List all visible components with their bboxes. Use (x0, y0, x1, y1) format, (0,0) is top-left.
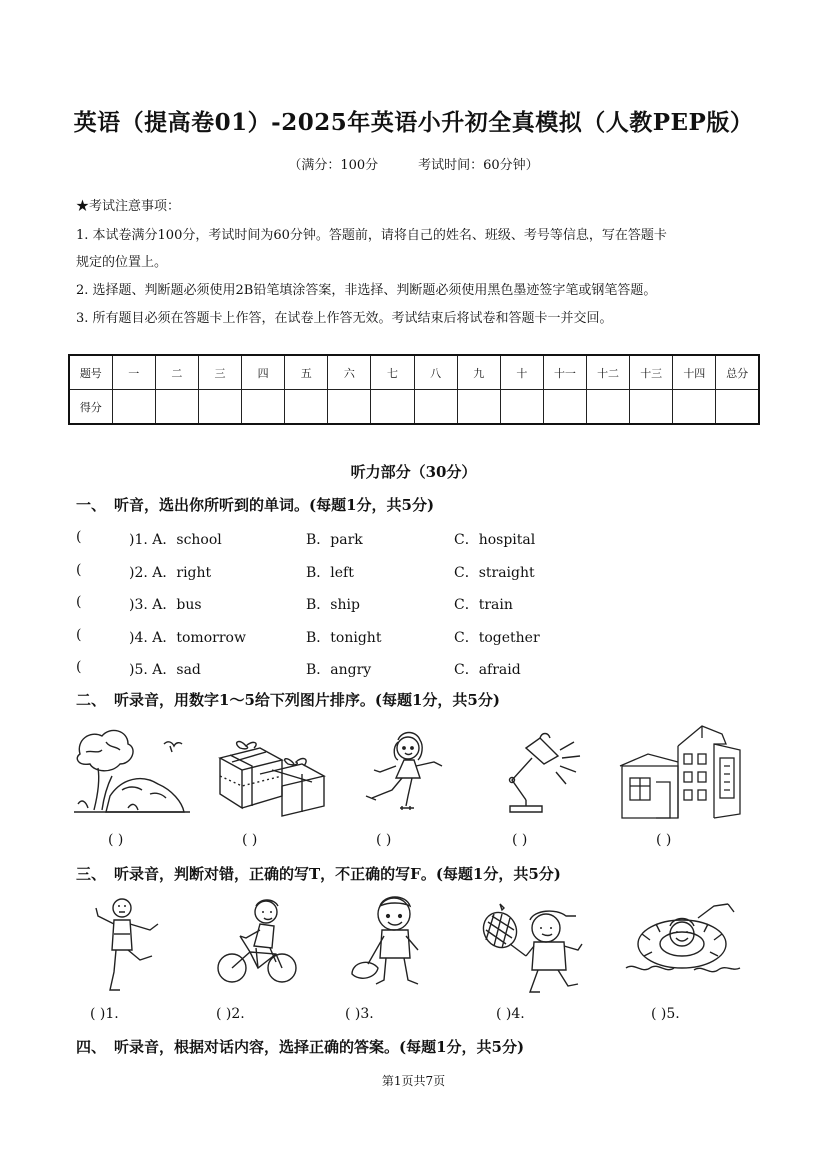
section-instructions: 听录音，判断对错，正确的写T，不正确的写F。(每题1分，共5分) (114, 865, 561, 883)
option-c: C．straight (454, 565, 535, 581)
picture-order-blank[interactable]: ( ) (242, 832, 258, 848)
page-number: 第1页共7页 (381, 1074, 446, 1088)
notice-line-3: 3. 所有题目必须在答题卡上作答，在试卷上作答无效。考试结束后将试卷和答题卡一并交回。 (76, 311, 613, 326)
table-row-label: 得分 (69, 390, 112, 425)
table-header-cell: 十二 (587, 355, 630, 390)
table-header-cell: 十一 (543, 355, 586, 390)
notice-heading: ★考试注意事项： (76, 199, 181, 214)
option-b: B．tonight (306, 630, 382, 646)
notice-line-2: 2. 选择题、判断题必须使用2B铅笔填涂答案，非选择、判断题必须使用黑色墨迹签字笔或钢笔答题。 (76, 283, 657, 298)
option-c: C．train (454, 597, 513, 613)
answer-paren: ( (76, 594, 82, 610)
score-cell (630, 390, 673, 425)
cycling-boy-picture (216, 896, 300, 988)
score-cell (716, 390, 759, 425)
section-number: 一、 (76, 496, 107, 514)
score-cell (328, 390, 371, 425)
section-4-heading (76, 1036, 524, 1057)
building-picture (618, 722, 746, 820)
table-header-cell: 题号 (69, 355, 112, 390)
exam-time: 考试时间：60分钟） (418, 158, 539, 173)
picture-order-blank[interactable]: ( ) (656, 832, 672, 848)
true-false-blank[interactable]: ( )3. (345, 1006, 374, 1022)
table-header-cell: 十 (500, 355, 543, 390)
table-header-cell: 九 (457, 355, 500, 390)
option-c: C．hospital (454, 532, 536, 548)
listening-title: 听力部分（30分） (350, 463, 477, 481)
sweeping-boy-picture (348, 892, 434, 990)
kungfu-boy-picture (92, 894, 164, 994)
desk-lamp-picture (496, 728, 586, 818)
picture-order-blank[interactable]: ( ) (512, 832, 528, 848)
section-instructions: 听录音，根据对话内容，选择正确的答案。(每题1分，共5分) (114, 1038, 525, 1056)
score-cell (198, 390, 241, 425)
section-instructions: 听录音，用数字1～5给下列图片排序。(每题1分，共5分) (114, 691, 500, 709)
option-b: B．park (306, 532, 363, 548)
exam-info (0, 154, 827, 173)
section-number: 二、 (76, 691, 107, 709)
score-cell (414, 390, 457, 425)
table-header-cell: 五 (285, 355, 328, 390)
option-c: C．afraid (454, 662, 521, 678)
table-header-cell: 七 (371, 355, 414, 390)
score-cell (457, 390, 500, 425)
answer-paren: ( (76, 562, 82, 578)
true-false-blank[interactable]: ( )5. (651, 1006, 680, 1022)
score-cell (112, 390, 155, 425)
option-a: )2. A．right (129, 565, 212, 581)
answer-paren: ( (76, 529, 82, 545)
option-a: )4. A．tomorrow (129, 630, 246, 646)
table-header-cell: 三 (198, 355, 241, 390)
answer-paren: ( (76, 627, 82, 643)
score-cell (285, 390, 328, 425)
score-cell (242, 390, 285, 425)
option-a: )1. A．school (129, 532, 222, 548)
badminton-girl-picture (470, 900, 588, 996)
section-number: 三、 (76, 865, 107, 883)
score-cell (543, 390, 586, 425)
table-header-cell: 四 (242, 355, 285, 390)
table-header-cell: 一 (112, 355, 155, 390)
table-header-cell: 总分 (716, 355, 759, 390)
swimming-boy-picture (624, 898, 742, 982)
notice-line-1b: 规定的位置上。 (76, 255, 168, 270)
section-instructions: 听音，选出你所听到的单词。(每题1分，共5分) (114, 496, 435, 514)
table-header-cell: 二 (155, 355, 198, 390)
score-cell (371, 390, 414, 425)
score-cell (155, 390, 198, 425)
score-cell (587, 390, 630, 425)
section-2-heading (76, 689, 500, 710)
option-a: )3. A．bus (129, 597, 202, 613)
skating-girl-picture (358, 726, 450, 818)
page-title: 英语（提高卷01）-2025年英语小升初全真模拟（人教PEP版） (73, 109, 754, 136)
gift-boxes-picture (216, 736, 328, 818)
section-3-heading (76, 863, 561, 884)
true-false-blank[interactable]: ( )4. (496, 1006, 525, 1022)
section-number: 四、 (76, 1038, 107, 1056)
picture-order-blank[interactable]: ( ) (108, 832, 124, 848)
score-cell (500, 390, 543, 425)
full-score: （满分：100分 (288, 158, 379, 173)
option-a: )5. A．sad (129, 662, 201, 678)
score-table-score-row (69, 390, 759, 425)
table-header-cell: 十三 (630, 355, 673, 390)
table-header-cell: 十四 (673, 355, 716, 390)
true-false-blank[interactable]: ( )1. (90, 1006, 119, 1022)
score-table-header-row (69, 355, 759, 390)
notice-line-1a: 1. 本试卷满分100分，考试时间为60分钟。答题前，请将自己的姓名、班级、考号等信息，写在答题卡 (76, 228, 667, 243)
table-header-cell: 八 (414, 355, 457, 390)
picture-order-blank[interactable]: ( ) (376, 832, 392, 848)
score-table (68, 354, 760, 425)
option-b: B．left (306, 565, 354, 581)
option-b: B．angry (306, 662, 372, 678)
option-b: B．ship (306, 597, 360, 613)
option-c: C．together (454, 630, 540, 646)
score-cell (673, 390, 716, 425)
true-false-blank[interactable]: ( )2. (216, 1006, 245, 1022)
table-header-cell: 六 (328, 355, 371, 390)
answer-paren: ( (76, 659, 82, 675)
tree-bird-picture (72, 724, 192, 820)
section-1-heading (76, 494, 434, 515)
